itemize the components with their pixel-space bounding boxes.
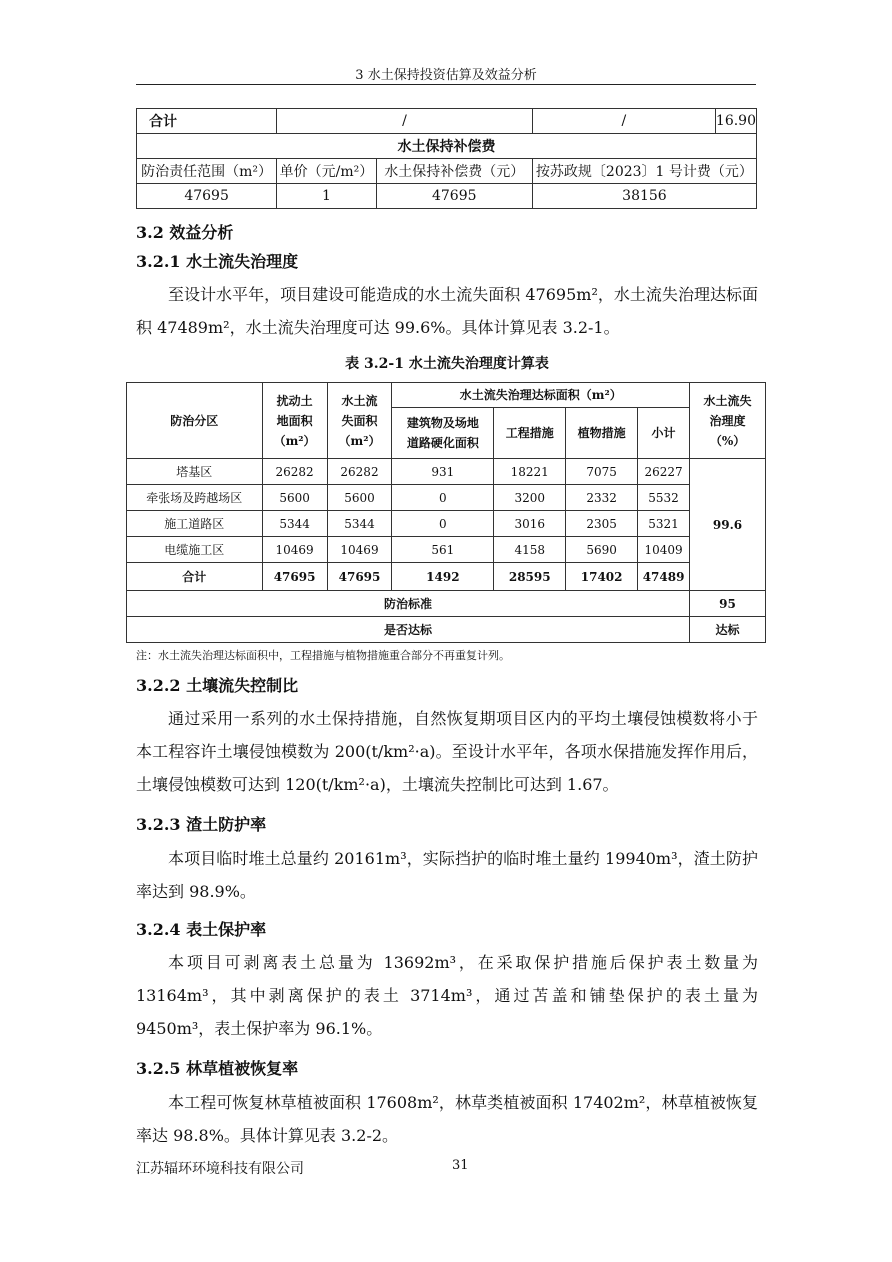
header-line: 建筑物及场地 — [406, 416, 479, 430]
subsection-heading: 3.2.4 表土保护率 — [136, 920, 267, 939]
column-header — [327, 383, 392, 459]
header-line: 水土流失 — [703, 393, 752, 408]
table-cell: 0 — [392, 485, 494, 511]
meet-value: 达标 — [690, 617, 766, 643]
section-heading: 3.2 效益分析 — [136, 223, 234, 242]
meet-label: 是否达标 — [127, 617, 690, 643]
page-number: 31 — [452, 1158, 469, 1173]
paragraph: 本项目临时堆土总量约 20161m³，实际挡护的临时堆土量约 19940m³，渣土防护率达到 98.9%。 — [136, 849, 758, 901]
table-row — [127, 591, 766, 617]
table-cell: 26227 — [638, 459, 690, 485]
zone-cell: 合计 — [127, 563, 263, 591]
subsection-heading: 3.2.3 渣土防护率 — [136, 815, 267, 834]
column-header: 水土保持补偿费（元） — [376, 159, 532, 184]
table-cell: / — [532, 109, 715, 134]
header-line: 道路硬化面积 — [406, 436, 479, 450]
table-cell: 5600 — [327, 485, 392, 511]
table-row — [127, 511, 766, 537]
column-header — [690, 383, 766, 459]
subsection-heading: 3.2.2 土壤流失控制比 — [136, 676, 299, 695]
table-header-row — [127, 383, 766, 408]
table-cell: 5600 — [262, 485, 327, 511]
column-header — [262, 383, 327, 459]
column-group-header: 水土流失治理达标面积（m²） — [392, 383, 690, 408]
paragraph: 通过采用一系列的水土保持措施，自然恢复期项目区内的平均土壤侵蚀模数将小于本工程容许土壤侵蚀模数为 200(t/km²·a)。至设计水平年，各项水保措施发挥作用后，土壤侵蚀模数可达到 120(t/km²·a)，土壤流失控制比可达到 1.67。 — [136, 709, 758, 794]
section-title: 水土保持补偿费 — [137, 134, 757, 159]
column-header: 工程措施 — [494, 408, 566, 459]
table-total-row — [127, 563, 766, 591]
total-label: 合计 — [137, 109, 277, 134]
table-cell: 5690 — [566, 537, 638, 563]
table-cell: 1492 — [392, 563, 494, 591]
header-line: 水土流 — [341, 393, 378, 408]
footer-company: 江苏辐环环境科技有限公司 — [136, 1161, 304, 1177]
table-cell: 931 — [392, 459, 494, 485]
table-cell: 10409 — [638, 537, 690, 563]
standard-label: 防治标准 — [127, 591, 690, 617]
table-row — [137, 184, 757, 209]
table-cell: 5344 — [327, 511, 392, 537]
header-line: 扰动土 — [276, 393, 313, 408]
table-cell: 1 — [277, 184, 376, 209]
header-line: 失面积 — [341, 413, 378, 428]
page-header: 3 水土保持投资估算及效益分析 — [355, 68, 537, 83]
table-cell: 3200 — [494, 485, 566, 511]
standard-value: 95 — [690, 591, 766, 617]
column-header — [392, 408, 494, 459]
table-cell: 0 — [392, 511, 494, 537]
header-line: 地面积 — [276, 413, 313, 428]
table-row — [137, 159, 757, 184]
column-header: 小计 — [638, 408, 690, 459]
table-cell: 16.90 — [715, 109, 756, 134]
table-cell: 3016 — [494, 511, 566, 537]
table-cell: 5532 — [638, 485, 690, 511]
table-cell: 28595 — [494, 563, 566, 591]
subsection-heading: 3.2.1 水土流失治理度 — [136, 252, 299, 271]
table-cell: 38156 — [532, 184, 756, 209]
table-note: 注：水土流失治理达标面积中，工程措施与植物措施重合部分不再重复计列。 — [136, 649, 510, 662]
table-cell: / — [277, 109, 533, 134]
header-rule — [136, 84, 756, 85]
column-header: 防治分区 — [127, 383, 263, 459]
header-line: （m²） — [338, 433, 381, 448]
table-cell: 2332 — [566, 485, 638, 511]
table-cell: 26282 — [327, 459, 392, 485]
table-cell: 47695 — [327, 563, 392, 591]
table-row — [127, 485, 766, 511]
zone-cell: 电缆施工区 — [127, 537, 263, 563]
control-rate-table — [126, 382, 766, 643]
table-cell: 18221 — [494, 459, 566, 485]
header-line: （%） — [709, 433, 746, 448]
table-cell: 47695 — [262, 563, 327, 591]
subsection-heading: 3.2.5 林草植被恢复率 — [136, 1059, 299, 1078]
paragraph: 本工程可恢复林草植被面积 17608m²，林草类植被面积 17402m²，林草植被恢复率达 98.8%。具体计算见表 3.2-2。 — [136, 1093, 758, 1145]
table-cell: 47695 — [137, 184, 277, 209]
table-cell: 2305 — [566, 511, 638, 537]
table-cell: 10469 — [262, 537, 327, 563]
compensation-table — [136, 108, 757, 209]
column-header: 单价（元/m²） — [277, 159, 376, 184]
table-row — [127, 537, 766, 563]
rate-cell: 99.6 — [690, 459, 766, 591]
table-cell: 4158 — [494, 537, 566, 563]
table-cell: 26282 — [262, 459, 327, 485]
column-header: 防治责任范围（m²） — [137, 159, 277, 184]
table-cell: 5344 — [262, 511, 327, 537]
table-cell: 5321 — [638, 511, 690, 537]
header-line: 治理度 — [709, 413, 746, 428]
zone-cell: 施工道路区 — [127, 511, 263, 537]
table-row — [127, 617, 766, 643]
table-cell: 561 — [392, 537, 494, 563]
table-row — [137, 109, 757, 134]
table-cell: 10469 — [327, 537, 392, 563]
table-cell: 47489 — [638, 563, 690, 591]
column-header: 按苏政规〔2023〕1 号计费（元） — [532, 159, 756, 184]
table-caption: 表 3.2-1 水土流失治理度计算表 — [345, 356, 549, 372]
table-row — [137, 134, 757, 159]
header-line: （m²） — [273, 433, 316, 448]
column-header: 植物措施 — [566, 408, 638, 459]
table-cell: 17402 — [566, 563, 638, 591]
zone-cell: 牵张场及跨越场区 — [127, 485, 263, 511]
zone-cell: 塔基区 — [127, 459, 263, 485]
paragraph: 至设计水平年，项目建设可能造成的水土流失面积 47695m²，水土流失治理达标面积 47489m²，水土流失治理度可达 99.6%。具体计算见表 3.2-1。 — [136, 285, 758, 337]
table-cell: 47695 — [376, 184, 532, 209]
paragraph: 本项目可剥离表土总量为 13692m³，在采取保护措施后保护表土数量为 13164m³，其中剥离保护的表土 3714m³，通过苫盖和铺垫保护的表土量为 9450m³，表土保护率为 96.1%。 — [136, 953, 758, 1038]
table-cell: 7075 — [566, 459, 638, 485]
table-row — [127, 459, 766, 485]
